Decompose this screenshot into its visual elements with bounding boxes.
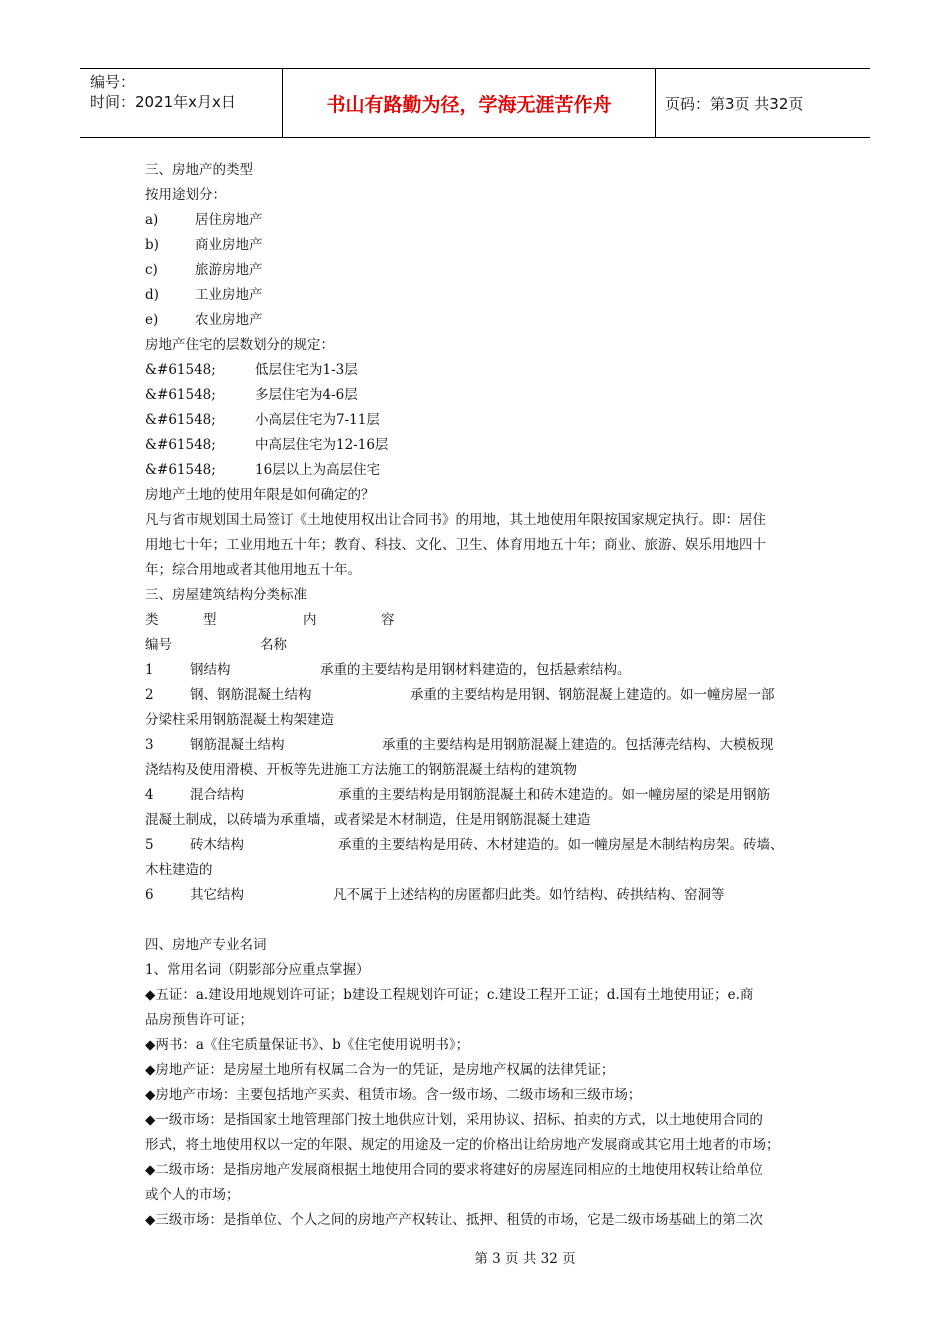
subsection-title: 1、常用名词（阴影部分应重点掌握）	[145, 962, 370, 978]
number-label: 编号：	[90, 73, 136, 91]
term-line: ◆房地产证：是房屋土地所有权属二合为一的凭证，是房地产权属的法律凭证；	[145, 1062, 615, 1078]
term-line: ◆两书：a《住宅质量保证书》、b《住宅使用说明书》；	[145, 1037, 470, 1053]
page-header	[80, 68, 870, 138]
page-label: 页码：第3页 共32页	[665, 94, 804, 113]
term-line: 或个人的市场；	[145, 1187, 240, 1203]
table-row: 5 砖木结构 承重的主要结构是用砖、木材建造的。如一幢房屋是木制结构房架。砖墙、	[145, 837, 784, 853]
list-item: &#61548; 中高层住宅为12-16层	[145, 437, 389, 453]
header-page-info	[655, 69, 870, 137]
by-use-label: 按用途划分：	[145, 187, 226, 203]
table-row-continuation: 木柱建造的	[145, 862, 213, 878]
list-item: e) 农业房地产	[145, 312, 263, 328]
floor-rule-label: 房地产住宅的层数划分的规定：	[145, 337, 334, 353]
table-row-continuation: 分梁柱采用钢筋混凝土构架建造	[145, 712, 334, 728]
header-motto: 书山有路勤为径，学海无涯苦作舟	[282, 69, 656, 137]
term-line: ◆二级市场：是指房地产发展商根据土地使用合同的要求将建好的房屋连同相应的土地使用权转让给单位	[145, 1162, 763, 1178]
table-row: 4 混合结构 承重的主要结构是用钢筋混凝土和砖木建造的。如一幢房屋的梁是用钢筋	[145, 787, 770, 803]
section-title-structure: 三、房屋建筑结构分类标准	[145, 587, 307, 603]
section-title-terms: 四、房地产专业名词	[145, 937, 267, 953]
paragraph-line: 年；综合用地或者其他用地五十年。	[145, 562, 361, 578]
time-label: 时间：2021年x月x日	[90, 93, 236, 111]
list-item: &#61548; 多层住宅为4-6层	[145, 387, 358, 403]
table-row: 1 钢结构 承重的主要结构是用钢材料建造的，包括悬索结构。	[145, 662, 631, 678]
list-item: b) 商业房地产	[145, 237, 263, 253]
table-header-row: 类 型 内 容	[145, 612, 395, 628]
list-item: a) 居住房地产	[145, 212, 263, 228]
list-item: &#61548; 16层以上为高层住宅	[145, 462, 381, 478]
table-row-continuation: 混凝土制成，以砖墙为承重墙，或者梁是木材制造，住是用钢筋混凝土建造	[145, 812, 591, 828]
term-line: ◆五证：a.建设用地规划许可证；b建设工程规划许可证；c.建设工程开工证；d.国有土地使用证；e.商	[145, 987, 754, 1003]
list-item: d) 工业房地产	[145, 287, 263, 303]
paragraph-line: 用地七十年；工业用地五十年；教育、科技、文化、卫生、体育用地五十年；商业、旅游、娱乐用地四十	[145, 537, 766, 553]
term-line: ◆房地产市场：主要包括地产买卖、租赁市场。含一级市场、二级市场和三级市场；	[145, 1087, 642, 1103]
page-footer	[0, 1247, 950, 1267]
table-row: 2 钢、钢筋混凝土结构 承重的主要结构是用钢、钢筋混凝上建造的。如一幢房屋一部	[145, 687, 775, 703]
list-item: &#61548; 低层住宅为1-3层	[145, 362, 358, 378]
term-line: 形式，将土地使用权以一定的年限、规定的用途及一定的价格出让给房地产发展商或其它用土地者的市场；	[145, 1137, 780, 1153]
list-item: &#61548; 小高层住宅为7-11层	[145, 412, 380, 428]
section-title-types: 三、房地产的类型	[145, 162, 253, 178]
table-row: 3 钢筋混凝土结构 承重的主要结构是用钢筋混凝上建造的。包括薄壳结构、大模板现	[145, 737, 774, 753]
table-row-continuation: 浇结构及使用滑模、开板等先进施工方法施工的钢筋混凝土结构的建筑物	[145, 762, 577, 778]
paragraph-line: 凡与省市规划国土局签订《土地使用权出让合同书》的用地，其土地使用年限按国家规定执行。即：居住	[145, 512, 766, 528]
table-row: 6 其它结构 凡不属于上述结构的房匿都归此类。如竹结构、砖拱结构、窑洞等	[145, 887, 725, 903]
list-item: c) 旅游房地产	[145, 262, 263, 278]
table-header-row: 编号 名称	[145, 637, 287, 653]
land-term-question: 房地产土地的使用年限是如何确定的？	[145, 487, 375, 503]
header-left	[80, 69, 280, 137]
footer-page-number: 第 3 页 共 32 页	[474, 1251, 576, 1267]
term-line: ◆一级市场：是指国家土地管理部门按土地供应计划，采用协议、招标、拍卖的方式，以土地使用合同的	[145, 1112, 763, 1128]
term-line: ◆三级市场：是指单位、个人之间的房地产产权转让、抵押、租赁的市场，它是二级市场基础上的第二次	[145, 1212, 763, 1228]
term-line: 品房预售许可证；	[145, 1012, 253, 1028]
